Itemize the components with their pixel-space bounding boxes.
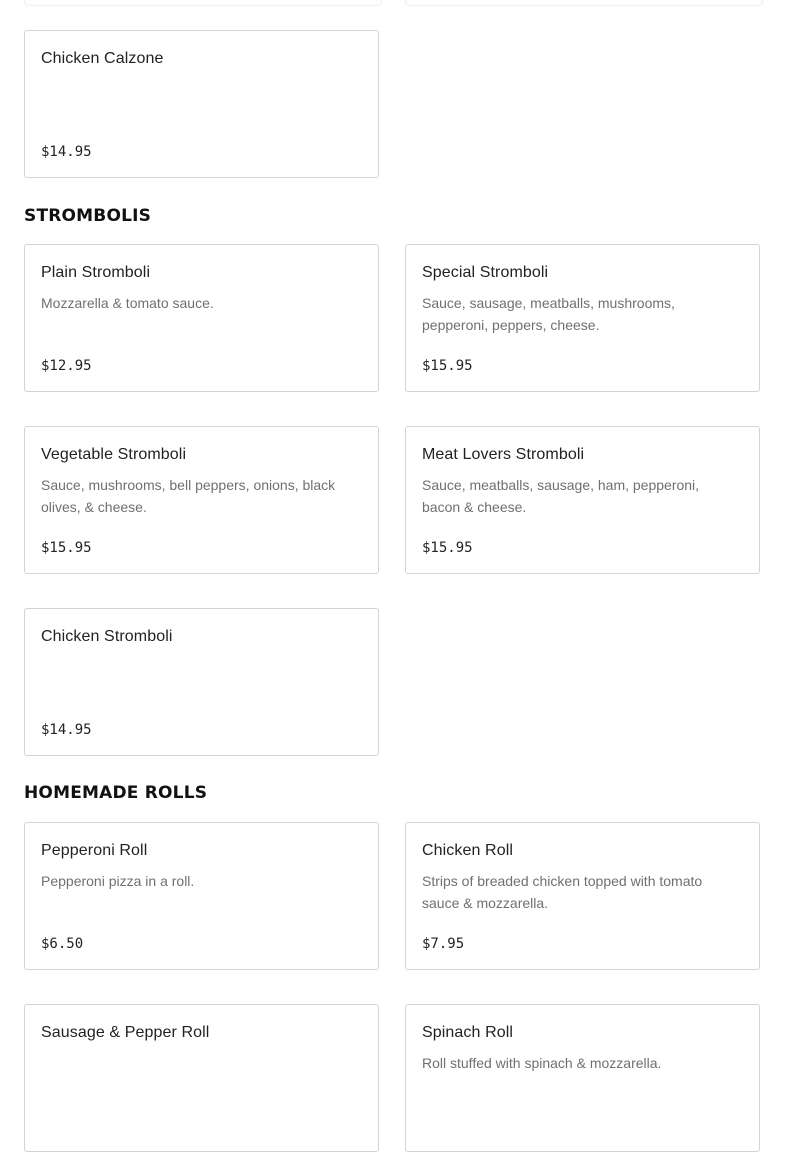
menu-item-price: $7.95	[422, 936, 465, 952]
menu-item-price: $14.95	[41, 144, 92, 160]
menu-item-card[interactable]	[405, 822, 760, 970]
menu-item-price: $6.50	[41, 936, 84, 952]
menu-item-name: Vegetable Stromboli	[41, 446, 187, 463]
menu-item-name: Meat Lovers Stromboli	[422, 446, 585, 463]
menu-item-description: Sauce, mushrooms, bell peppers, onions, black olives, & cheese.	[41, 477, 336, 515]
menu-item-description: Sauce, sausage, meatballs, mushrooms, pepperoni, peppers, cheese.	[422, 295, 675, 333]
menu-item-name: Chicken Roll	[422, 842, 514, 859]
menu-item-card[interactable]	[24, 1004, 379, 1152]
partial-menu-card[interactable]	[24, 0, 382, 6]
menu-item-description: Strips of breaded chicken topped with tomato sauce & mozzarella.	[422, 873, 703, 911]
menu-item-description: Mozzarella & tomato sauce.	[41, 295, 214, 311]
menu-item-description: Sauce, meatballs, sausage, ham, pepperoni, bacon & cheese.	[422, 477, 700, 515]
menu-item-description: Pepperoni pizza in a roll.	[41, 873, 195, 889]
menu-item-card[interactable]	[24, 822, 379, 970]
menu-item-name: Spinach Roll	[422, 1024, 514, 1041]
menu-item-card[interactable]	[405, 426, 760, 574]
menu-item-card[interactable]	[24, 30, 379, 178]
menu-item-card[interactable]	[24, 608, 379, 756]
menu-item-price: $15.95	[422, 358, 473, 374]
menu-item-card[interactable]	[405, 244, 760, 392]
menu-item-name: Plain Stromboli	[41, 264, 151, 281]
menu-item-name: Sausage & Pepper Roll	[41, 1024, 210, 1041]
menu-item-description: Roll stuffed with spinach & mozzarella.	[422, 1055, 662, 1071]
menu-item-price: $15.95	[41, 540, 92, 556]
section-title-strombolis: STROMBOLIS	[24, 206, 152, 226]
menu-item-name: Special Stromboli	[422, 264, 549, 281]
menu-item-name: Chicken Stromboli	[41, 628, 173, 645]
menu-item-price: $14.95	[41, 722, 92, 738]
menu-item-price: $12.95	[41, 358, 92, 374]
menu-item-price: $15.95	[422, 540, 473, 556]
partial-menu-card[interactable]	[405, 0, 763, 6]
menu-item-name: Pepperoni Roll	[41, 842, 148, 859]
menu-item-card[interactable]	[24, 426, 379, 574]
menu-item-name: Chicken Calzone	[41, 50, 164, 67]
menu-item-card[interactable]	[24, 244, 379, 392]
section-title-homemade-rolls: HOMEMADE ROLLS	[24, 783, 208, 803]
menu-item-card[interactable]	[405, 1004, 760, 1152]
